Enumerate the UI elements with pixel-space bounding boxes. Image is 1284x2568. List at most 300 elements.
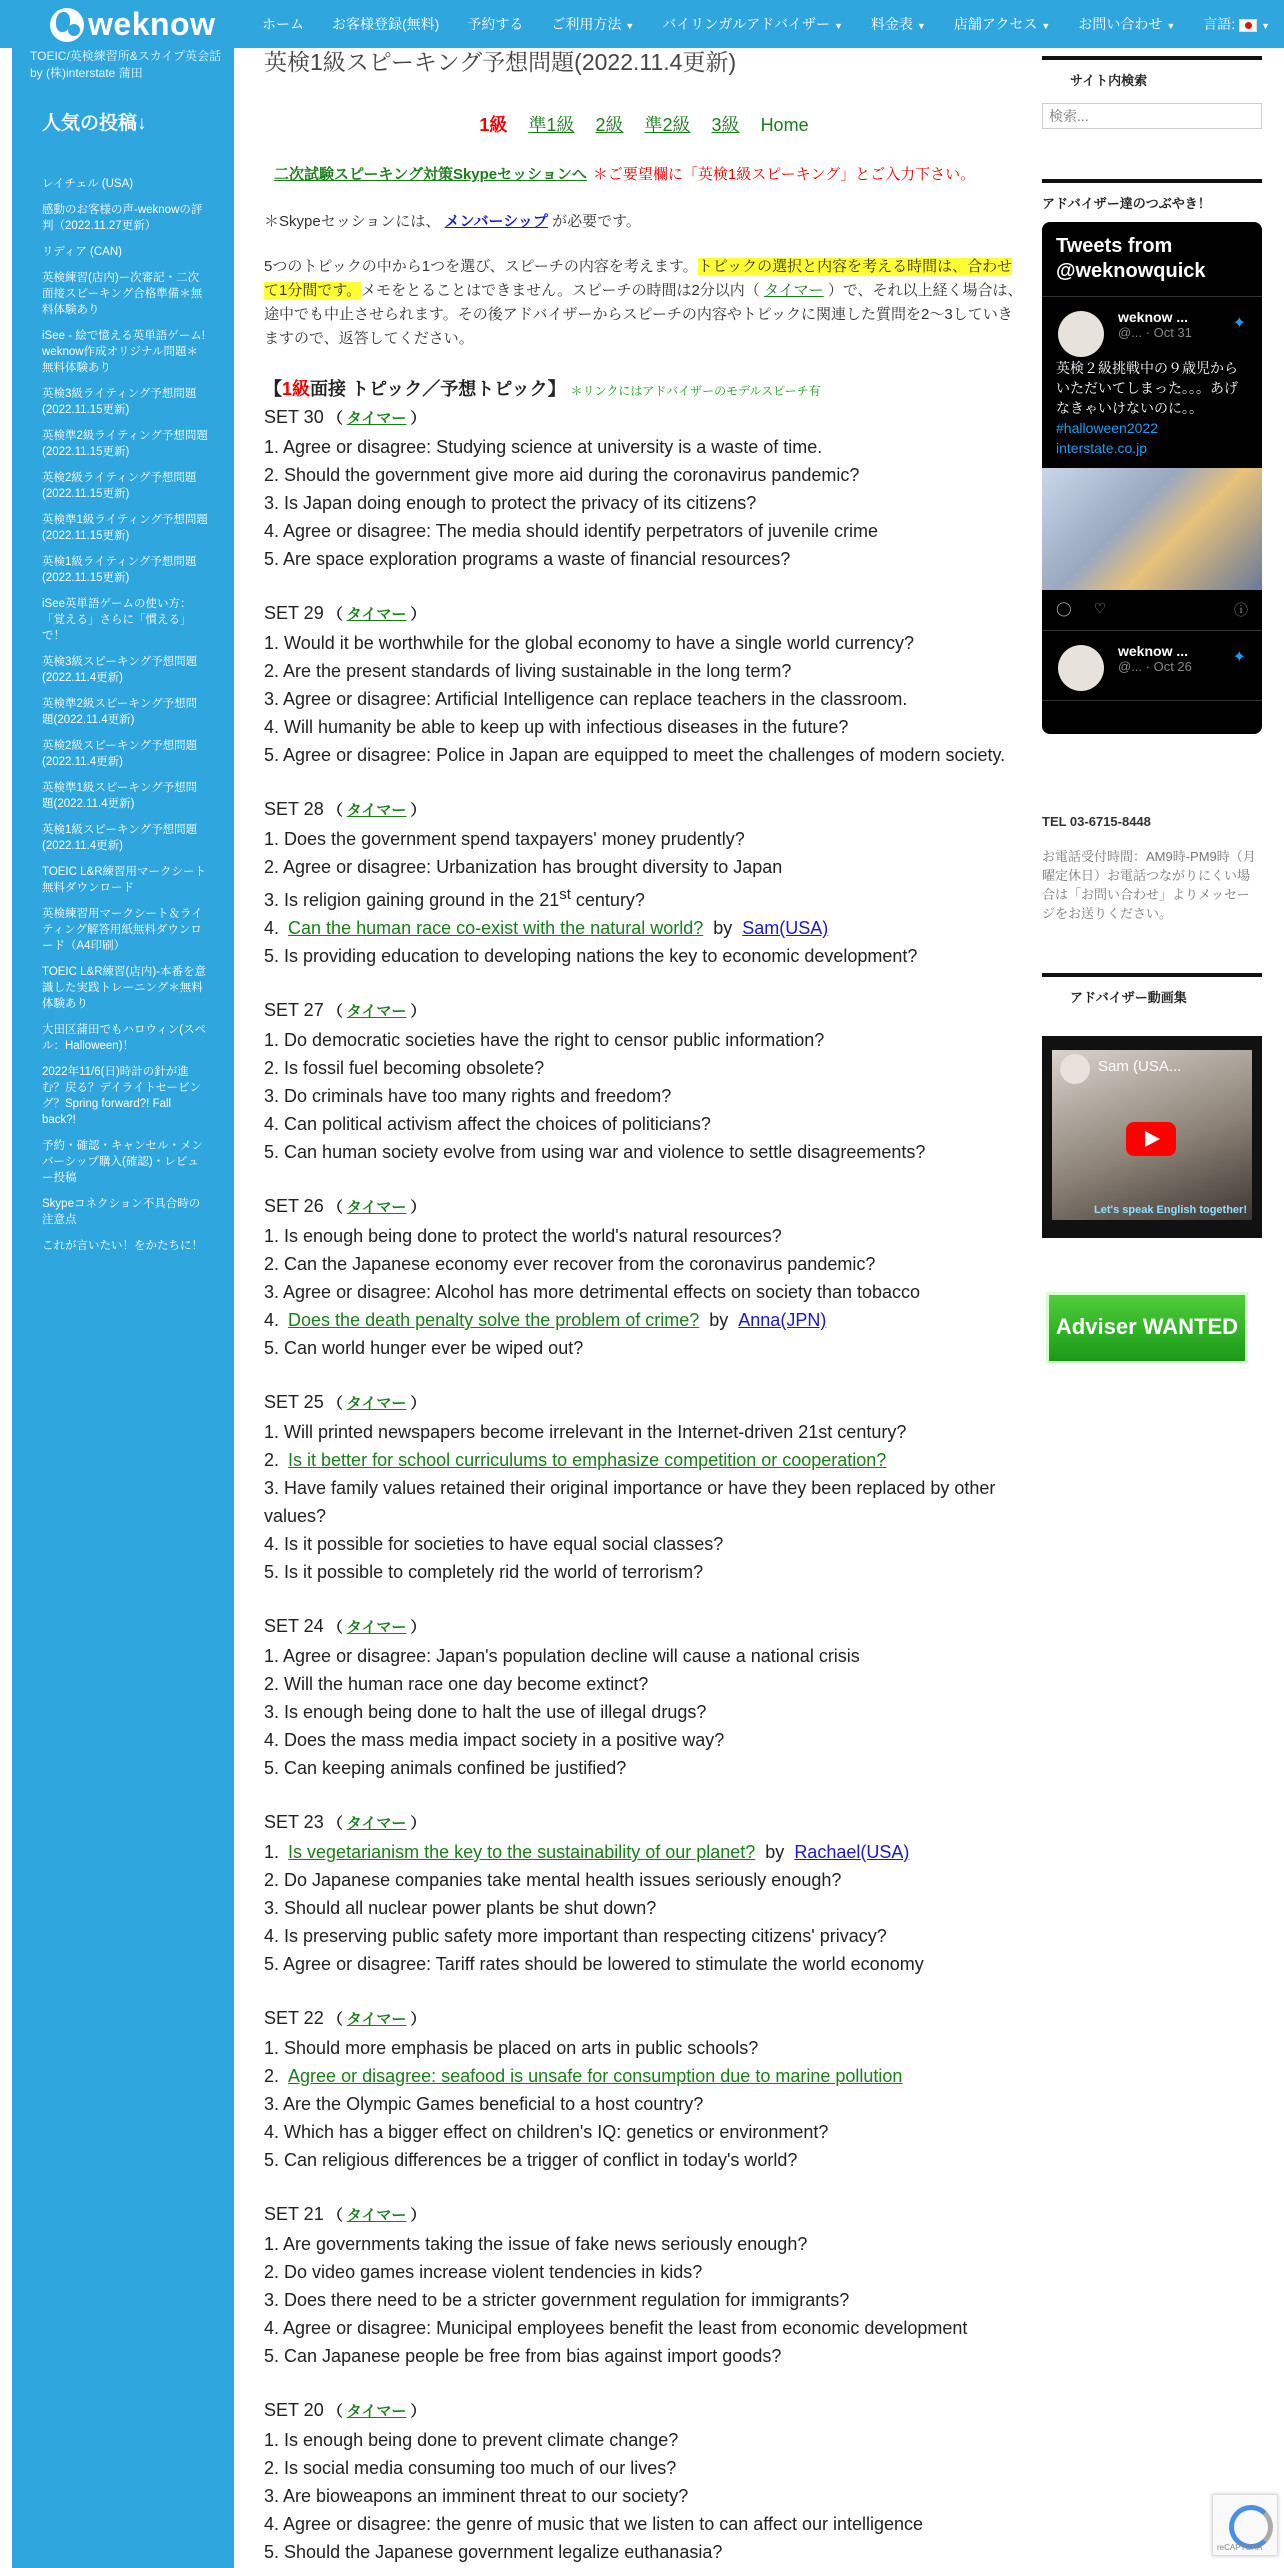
heading-open: 【 — [264, 379, 282, 399]
nav-item[interactable] — [1203, 14, 1270, 34]
question-item — [264, 517, 1024, 545]
avatar — [1058, 645, 1104, 691]
question-number: 5. — [264, 1954, 280, 1974]
question-item — [264, 1054, 1024, 1082]
heading-grade: 1級 — [282, 379, 311, 399]
reply-icon[interactable]: ◯ — [1056, 600, 1072, 616]
popular-post-link[interactable]: TOEIC L&R練習用マークシート無料ダウンロード — [42, 866, 206, 894]
nav-label: ご利用方法 — [551, 16, 622, 32]
ordinal-suffix: st — [559, 886, 571, 903]
question-text: Is providing education to developing nations the key to economic development? — [284, 946, 918, 966]
question-item — [264, 629, 1024, 657]
question-item — [264, 741, 1024, 769]
question-item — [264, 1698, 1024, 1726]
topic-set — [264, 795, 1024, 970]
question-item — [264, 942, 1024, 970]
popular-post-link[interactable]: 英検準2級スピーキング予想問題(2022.11.4更新) — [42, 698, 198, 726]
paren-close: ） — [410, 606, 426, 623]
phone-hours-note: お電話受付時間：AM9時-PM9時（月曜定休日）お電話つながりにくい場合は「お問い合わせ」よりメッセージをお送りください。 — [1042, 849, 1256, 921]
nav-label: 料金表 — [870, 16, 913, 32]
nav-label: お客様登録(無料) — [332, 16, 440, 32]
tweet-hashtag[interactable]: #halloween2022 — [1056, 420, 1158, 436]
tweet-handle: @... · Oct 26 — [1118, 659, 1192, 674]
paren-open: （ — [327, 410, 343, 427]
question-text: Do video games increase violent tendencies in kids? — [284, 2262, 703, 2282]
model-speech-link[interactable]: Can the human race co-exist with the natural world? — [288, 918, 704, 938]
question-item — [264, 2454, 1024, 2482]
question-text: Is it possible to completely rid the world of terrorism? — [284, 1562, 704, 1582]
phone-number[interactable]: TEL 03-6715-8448 — [1042, 814, 1151, 829]
paren-open: （ — [327, 1619, 343, 1636]
question-text: Is enough being done to protect the world's natural resources? — [284, 1226, 782, 1246]
question-text: Agree or disagree: Urbanization has brought diversity to Japan — [283, 857, 783, 877]
chevron-down-icon: ▼ — [625, 21, 635, 31]
question-item — [264, 1670, 1024, 1698]
question-item — [264, 2090, 1024, 2118]
avatar — [1060, 1054, 1090, 1084]
question-number: 1. — [264, 2038, 280, 2058]
page-title: 英検1級スピーキング予想問題(2022.11.4更新) — [264, 49, 737, 75]
question-number: 4. — [264, 918, 280, 938]
popular-post-link[interactable]: TOEIC L&R練習(店内)-本番を意識した実践トレーニング＊無料体験あり — [42, 966, 206, 1010]
question-number: 2. — [264, 1674, 280, 1694]
question-number: 4. — [264, 1114, 280, 1134]
timer-link[interactable]: タイマー — [346, 2011, 407, 2028]
skype-note-pre: ＊Skypeセッションには、 — [264, 213, 441, 230]
logo-text: weknow — [88, 6, 216, 42]
question-number: 5. — [264, 1758, 280, 1778]
question-item — [264, 2258, 1024, 2286]
question-number: 5. — [264, 1142, 280, 1162]
question-text: Can political activism affect the choices of politicians? — [284, 1114, 711, 1134]
question-text: Can keeping animals confined be justified? — [284, 1758, 627, 1778]
set-title — [264, 1388, 1024, 1418]
paren-open: （ — [327, 1815, 343, 1832]
question-text: Are governments taking the issue of fake news seriously enough? — [283, 2234, 808, 2254]
paren-open: （ — [327, 1395, 343, 1412]
question-item — [264, 1250, 1024, 1278]
popular-post-link[interactable]: 英検準1級ライティング予想問題(2022.11.15更新) — [42, 514, 208, 542]
tweet-body: 英検２級挑戦中の９歳児からいただいてしまった。。。あげなきゃいけないのに。。 — [1056, 360, 1238, 416]
question-text: Agree or disagree: the genre of music that we listen to can affect our intelligence — [283, 2514, 924, 2534]
home-link[interactable]: Home — [760, 115, 809, 135]
paren-open: （ — [327, 2207, 343, 2224]
popular-post-link[interactable]: 予約・確認・キャンセル・メンバーシップ購入(確認)・レビュー投稿 — [42, 1140, 203, 1184]
question-number: 5. — [264, 1562, 280, 1582]
topic-heading — [264, 375, 1024, 401]
set-title — [264, 996, 1024, 1026]
timer-link[interactable]: タイマー — [346, 802, 407, 819]
paren-open: （ — [327, 802, 343, 819]
set-name: SET 20 — [264, 2400, 324, 2420]
grade-link-3[interactable]: 3級 — [711, 115, 740, 135]
by-label: by — [765, 1842, 785, 1862]
question-number: 3. — [264, 689, 280, 709]
question-number: 2. — [264, 661, 280, 681]
popular-post-link[interactable]: 英検2級ライティング予想問題(2022.11.15更新) — [42, 472, 197, 500]
advisers-title: アドバイザー達のつぶやき！ — [1042, 196, 1211, 211]
paren-close: ） — [410, 2011, 426, 2028]
tweet-author: weknow ... — [1118, 309, 1189, 325]
question-text-after: century? — [570, 890, 645, 910]
question-item — [264, 713, 1024, 741]
paren-close: ） — [410, 1395, 426, 1412]
paren-close: ） — [410, 1003, 426, 1020]
chevron-down-icon: ▼ — [916, 21, 926, 31]
question-number: 4. — [264, 2514, 280, 2534]
set-title — [264, 2396, 1024, 2426]
popular-post-link[interactable]: 英検準1級スピーキング予想問題(2022.11.4更新) — [42, 782, 198, 810]
question-number: 3. — [264, 2094, 280, 2114]
nav-item[interactable] — [551, 14, 634, 34]
question-item — [264, 2426, 1024, 2454]
paren-close: ） — [410, 1199, 426, 1216]
nav-label: お問い合わせ — [1078, 16, 1163, 32]
timer-link[interactable]: タイマー — [346, 1815, 407, 1832]
question-number: 5. — [264, 549, 280, 569]
question-text: Is religion gaining ground in the 21 — [284, 890, 560, 910]
video-caption: Let's speak English together! — [1094, 1204, 1247, 1216]
video-name: Sam (USA... — [1098, 1058, 1182, 1075]
question-number: 5. — [264, 2346, 280, 2366]
question-number: 1. — [264, 1030, 280, 1050]
question-text: Are bioweapons an imminent threat to our society? — [283, 2486, 689, 2506]
site-logo[interactable] — [50, 6, 215, 43]
question-item — [264, 881, 1024, 914]
question-number: 2. — [264, 2262, 280, 2282]
tweet-image[interactable] — [1042, 468, 1262, 590]
question-number: 2. — [264, 1058, 280, 1078]
question-number: 3. — [264, 1282, 280, 1302]
question-item — [264, 1418, 1024, 1446]
question-number: 3. — [264, 2290, 280, 2310]
nav-label: 予約する — [467, 16, 524, 32]
heading-text: 面接 トピック／予想トピック】 — [310, 379, 566, 399]
chevron-down-icon: ▼ — [1041, 21, 1051, 31]
question-text: Which has a bigger effect on children's IQ: genetics or environment? — [284, 2122, 829, 2142]
question-item — [264, 489, 1024, 517]
set-name: SET 23 — [264, 1812, 324, 1832]
question-item — [264, 2146, 1024, 2174]
popular-post-link[interactable]: iSee英単語ゲームの使い方：「覚える」さらに「慣える」で！ — [42, 598, 192, 642]
site-tagline: TOEIC/英検練習所&スカイプ英会話 by (株)interstate 蒲田 — [30, 49, 222, 80]
popular-post-link[interactable]: 英検3級ライティング予想問題(2022.11.15更新) — [42, 388, 197, 416]
question-number: 2. — [264, 2458, 280, 2478]
video-title: アドバイザー動画集 — [1070, 990, 1187, 1005]
question-text: Can world hunger ever be wiped out? — [284, 1338, 584, 1358]
tweet-text — [1056, 358, 1248, 458]
model-speech-link[interactable]: Does the death penalty solve the problem of crime? — [288, 1310, 700, 1330]
question-item — [264, 1278, 1024, 1306]
question-number: 3. — [264, 2486, 280, 2506]
question-text: Are space exploration programs a waste of financial resources? — [283, 549, 791, 569]
question-text: Is preserving public safety more important than respecting citizens' privacy? — [284, 1926, 887, 1946]
set-name: SET 28 — [264, 799, 324, 819]
info-icon[interactable]: ⓘ — [1234, 602, 1248, 618]
question-text: Does the government spend taxpayers' money prudently? — [284, 829, 745, 849]
question-text: Is fossil fuel becoming obsolete? — [284, 1058, 545, 1078]
question-item — [264, 1446, 1024, 1474]
nav-item[interactable] — [467, 14, 523, 34]
skype-note — [264, 210, 1024, 231]
paren-close: ） — [410, 2207, 426, 2224]
question-text: Agree or disagree: Municipal employees benefit the least from economic development — [283, 2318, 968, 2338]
set-title — [264, 1808, 1024, 1838]
question-text: Agree or disagree: Studying science at university is a waste of time. — [283, 437, 823, 457]
question-text: Should more emphasis be placed on arts in public schools? — [284, 2038, 759, 2058]
timer-link[interactable]: タイマー — [346, 606, 407, 623]
question-text: Can human society evolve from using war and violence to settle disagreements? — [284, 1142, 926, 1162]
nav-item[interactable] — [871, 14, 926, 34]
question-item — [264, 1950, 1024, 1978]
grade-link-pre2[interactable]: 準2級 — [644, 115, 691, 135]
timer-link[interactable]: タイマー — [346, 2403, 407, 2420]
question-item — [264, 1026, 1024, 1054]
question-text: Is social media consuming too much of our lives? — [284, 2458, 677, 2478]
nav-item[interactable] — [954, 14, 1051, 34]
question-text: Can the Japanese economy ever recover from the coronavirus pandemic? — [284, 1254, 876, 1274]
question-text: Should the Japanese government legalize euthanasia? — [284, 2542, 723, 2562]
question-item — [264, 657, 1024, 685]
intro-text-2: メモをとることはできません。スピーチの時間は2分以内（ — [361, 282, 760, 299]
grade-link-pre1[interactable]: 準1級 — [528, 115, 575, 135]
timer-link[interactable]: タイマー — [346, 1395, 407, 1412]
nav-item[interactable] — [1078, 14, 1175, 34]
popular-post-link[interactable]: 英検2級スピーキング予想問題(2022.11.4更新) — [42, 740, 198, 768]
question-number: 4. — [264, 1534, 280, 1554]
tweets-title: Tweets from @weknowquick — [1042, 222, 1262, 297]
nav-item[interactable] — [332, 14, 439, 34]
chevron-down-icon: ▼ — [833, 21, 843, 31]
skype-session-link[interactable]: 二次試験スピーキング対策Skypeセッションへ — [274, 166, 587, 183]
by-label: by — [713, 918, 733, 938]
question-text: Are the present standards of living sustainable in the long term? — [283, 661, 792, 681]
question-number: 1. — [264, 437, 280, 457]
question-text: Do democratic societies have the right to censor public information? — [284, 1030, 825, 1050]
question-item — [264, 2510, 1024, 2538]
popular-post-link[interactable]: 英検練習用マークシート＆ライティング解答用紙無料ダウンロード（A4印刷） — [42, 908, 203, 952]
paren-open: （ — [327, 606, 343, 623]
popular-post-link[interactable]: Skypeコネクション不具合時の注意点 — [42, 1198, 201, 1226]
nav-label: ホーム — [262, 16, 304, 32]
popular-post-link[interactable]: リディア (CAN) — [42, 246, 122, 258]
nav-item[interactable] — [262, 14, 304, 34]
question-item — [264, 1530, 1024, 1558]
question-text: Have family values retained their original importance or have they been replaced by other values? — [264, 1478, 996, 1526]
question-number: 3. — [264, 1086, 280, 1106]
question-item — [264, 2342, 1024, 2370]
question-text: Will the human race one day become extinct? — [284, 1674, 649, 1694]
adviser-link[interactable]: Rachael(USA) — [794, 1842, 910, 1862]
question-number: 1. — [264, 829, 280, 849]
popular-post-link[interactable]: 英検準2級ライティング予想問題(2022.11.15更新) — [42, 430, 208, 458]
twitter-bird-icon: ✦ — [1232, 649, 1246, 666]
timer-link[interactable]: タイマー — [346, 2207, 407, 2224]
set-name: SET 21 — [264, 2204, 324, 2224]
question-number: 1. — [264, 633, 280, 653]
question-text: Does the mass media impact society in a positive way? — [284, 1730, 725, 1750]
right-sidebar — [1042, 56, 1262, 1364]
paren-close: ） — [410, 1815, 426, 1832]
like-icon[interactable]: ♡ — [1093, 600, 1107, 616]
question-item — [264, 1894, 1024, 1922]
nav-item[interactable] — [662, 14, 843, 34]
paren-open: （ — [327, 1003, 343, 1020]
search-title: サイト内検索 — [1070, 73, 1148, 88]
question-text: Do criminals have too many rights and freedom? — [284, 1086, 672, 1106]
question-item — [264, 853, 1024, 881]
intro-highlight: トピックの選択と内容を考える時間は、合わせて1分間です。 — [264, 258, 1013, 299]
topic-set — [264, 403, 1024, 573]
question-item — [264, 1082, 1024, 1110]
paren-close: ） — [410, 410, 426, 427]
question-text: Can Japanese people be free from bias against import goods? — [284, 2346, 782, 2366]
set-name: SET 26 — [264, 1196, 324, 1216]
topic-sets — [264, 403, 1024, 2566]
paren-open: （ — [327, 2011, 343, 2028]
set-title — [264, 1192, 1024, 1222]
question-number: 1. — [264, 2430, 280, 2450]
youtube-video-embed[interactable] — [1042, 1036, 1262, 1238]
by-label: by — [709, 1310, 729, 1330]
question-item — [264, 2118, 1024, 2146]
timer-link[interactable]: タイマー — [346, 410, 407, 427]
question-item — [264, 825, 1024, 853]
popular-post-link[interactable]: 英検練習(店内)ー次審記・二次面接スピーキング合格準備＊無料体験あり — [42, 272, 203, 316]
question-number: 2. — [264, 1254, 280, 1274]
tweet-item[interactable] — [1042, 631, 1262, 701]
question-number: 1. — [264, 1842, 280, 1862]
question-number: 1. — [264, 1646, 280, 1666]
topic-set — [264, 599, 1024, 769]
question-item — [264, 1838, 1024, 1866]
topic-set — [264, 1192, 1024, 1362]
video-widget-title — [1042, 973, 1262, 1006]
question-item — [264, 685, 1024, 713]
paren-open: （ — [327, 1199, 343, 1216]
topic-set — [264, 996, 1024, 1166]
question-item — [264, 1754, 1024, 1782]
popular-post-link[interactable]: レイチェル (USA) — [42, 178, 134, 190]
question-item — [264, 1866, 1024, 1894]
question-text: Is enough being done to halt the use of illegal drugs? — [284, 1702, 707, 1722]
main-nav — [262, 0, 1284, 48]
twitter-timeline[interactable] — [1042, 222, 1262, 734]
topic-set — [264, 2200, 1024, 2370]
contact-widget — [1042, 814, 1262, 923]
question-number: 3. — [264, 493, 280, 513]
question-item — [264, 2482, 1024, 2510]
popular-post-link[interactable]: 英検1級ライティング予想問題(2022.11.15更新) — [42, 556, 197, 584]
question-text: Agree or disagree: Police in Japan are equipped to meet the challenges of modern society. — [283, 745, 1006, 765]
question-text: Can religious differences be a trigger of conflict in today's world? — [284, 2150, 798, 2170]
chevron-down-icon: ▼ — [1166, 21, 1176, 31]
popular-post-link[interactable]: これが言いたい！をかたちに！ — [42, 1240, 203, 1252]
intro-timer-link[interactable]: タイマー — [763, 282, 824, 299]
question-number: 1. — [264, 1422, 280, 1442]
popular-post-link[interactable]: 英検3級スピーキング予想問題(2022.11.4更新) — [42, 656, 198, 684]
paren-open: （ — [327, 2403, 343, 2420]
topic-set — [264, 1612, 1024, 1782]
set-name: SET 27 — [264, 1000, 324, 1020]
question-item — [264, 1306, 1024, 1334]
question-text: Should the government give more aid during the coronavirus pandemic? — [284, 465, 860, 485]
popular-post-link[interactable]: 感動のお客様の声-weknowの評判（2022.11.27更新） — [42, 204, 203, 232]
question-number: 5. — [264, 1338, 280, 1358]
question-item — [264, 461, 1024, 489]
model-speech-link[interactable]: Agree or disagree: seafood is unsafe for consumption due to marine pollution — [288, 2066, 903, 2086]
question-text: Would it be worthwhile for the global economy to have a single world currency? — [284, 633, 915, 653]
grade-current: 1級 — [479, 115, 508, 135]
play-icon[interactable] — [1126, 1122, 1176, 1156]
question-text: Do Japanese companies take mental health issues seriously enough? — [284, 1870, 842, 1890]
question-text: Agree or disagree: Japan's population decline will cause a national crisis — [283, 1646, 860, 1666]
question-number: 5. — [264, 745, 280, 765]
question-item — [264, 545, 1024, 573]
tweet-handle: @... · Oct 31 — [1118, 325, 1192, 340]
adviser-link[interactable]: Anna(JPN) — [738, 1310, 827, 1330]
question-number: 2. — [264, 1450, 280, 1470]
popular-post-link[interactable]: 大田区蒲田でもハロウィン(スペル：Halloween)！ — [42, 1024, 207, 1052]
intro-paragraph — [264, 255, 1024, 351]
question-item — [264, 1558, 1024, 1586]
timer-link[interactable]: タイマー — [346, 1619, 407, 1636]
tweet-link[interactable]: interstate.co.jp — [1056, 440, 1148, 456]
advisers-widget-title — [1042, 179, 1262, 212]
tweet-author: weknow ... — [1118, 643, 1189, 659]
model-speech-link[interactable]: Is it better for school curriculums to emphasize competition or cooperation? — [288, 1450, 887, 1470]
question-number: 2. — [264, 465, 280, 485]
popular-post-link[interactable]: 英検1級スピーキング予想問題(2022.11.4更新) — [42, 824, 198, 852]
question-number: 1. — [264, 1226, 280, 1246]
recaptcha-badge[interactable] — [1212, 2494, 1278, 2556]
popular-post-link[interactable]: iSee - 絵で憶える英単語ゲーム! weknow作成オリジナル問題＊無料体験あり — [42, 330, 205, 374]
timer-link[interactable]: タイマー — [346, 1003, 407, 1020]
nav-label: 言語: — [1203, 16, 1236, 32]
session-note: ＊ご要望欄に「英検1級スピーキング」とご入力下さい。 — [592, 166, 976, 183]
topic-set — [264, 2396, 1024, 2566]
model-speech-link[interactable]: Is vegetarianism the key to the sustainability of our planet? — [288, 1842, 756, 1862]
popular-posts-title: 人気の投稿↓ — [42, 113, 147, 134]
adviser-link[interactable]: Sam(USA) — [742, 918, 829, 938]
question-text: Agree or disagree: Tariff rates should be lowered to stimulate the world economy — [283, 1954, 924, 1974]
question-number: 3. — [264, 1898, 280, 1918]
heading-note: ＊リンクにはアドバイザーのモデルスピーチ有 — [570, 384, 821, 398]
set-title — [264, 2200, 1024, 2230]
topic-set — [264, 1388, 1024, 1586]
question-item — [264, 2286, 1024, 2314]
adviser-wanted-banner[interactable]: Adviser WANTED — [1046, 1292, 1248, 1364]
question-text: Is Japan doing enough to protect the privacy of its citizens? — [284, 493, 757, 513]
top-navigation-bar — [0, 0, 1284, 48]
question-item — [264, 2538, 1024, 2566]
tweet-item[interactable] — [1042, 297, 1262, 631]
site-search-input[interactable] — [1042, 103, 1262, 129]
topic-set — [264, 1808, 1024, 1978]
paren-close: ） — [410, 1619, 426, 1636]
question-number: 4. — [264, 1310, 280, 1330]
question-item — [264, 2230, 1024, 2258]
chevron-down-icon: ▼ — [1261, 21, 1271, 31]
japan-flag-icon — [1239, 19, 1257, 32]
timer-link[interactable]: タイマー — [346, 1199, 407, 1216]
grade-link-2[interactable]: 2級 — [595, 115, 624, 135]
question-text: Should all nuclear power plants be shut down? — [284, 1898, 657, 1918]
set-title — [264, 1612, 1024, 1642]
recaptcha-label: reCAPTCHA — [1217, 2543, 1263, 2552]
popular-post-link[interactable]: 2022年11/6(日)時計の針が進む？戻る？デイライトセービング？Spring forward?! Fall back?! — [42, 1066, 202, 1126]
membership-link[interactable]: メンバーシップ — [444, 213, 548, 230]
